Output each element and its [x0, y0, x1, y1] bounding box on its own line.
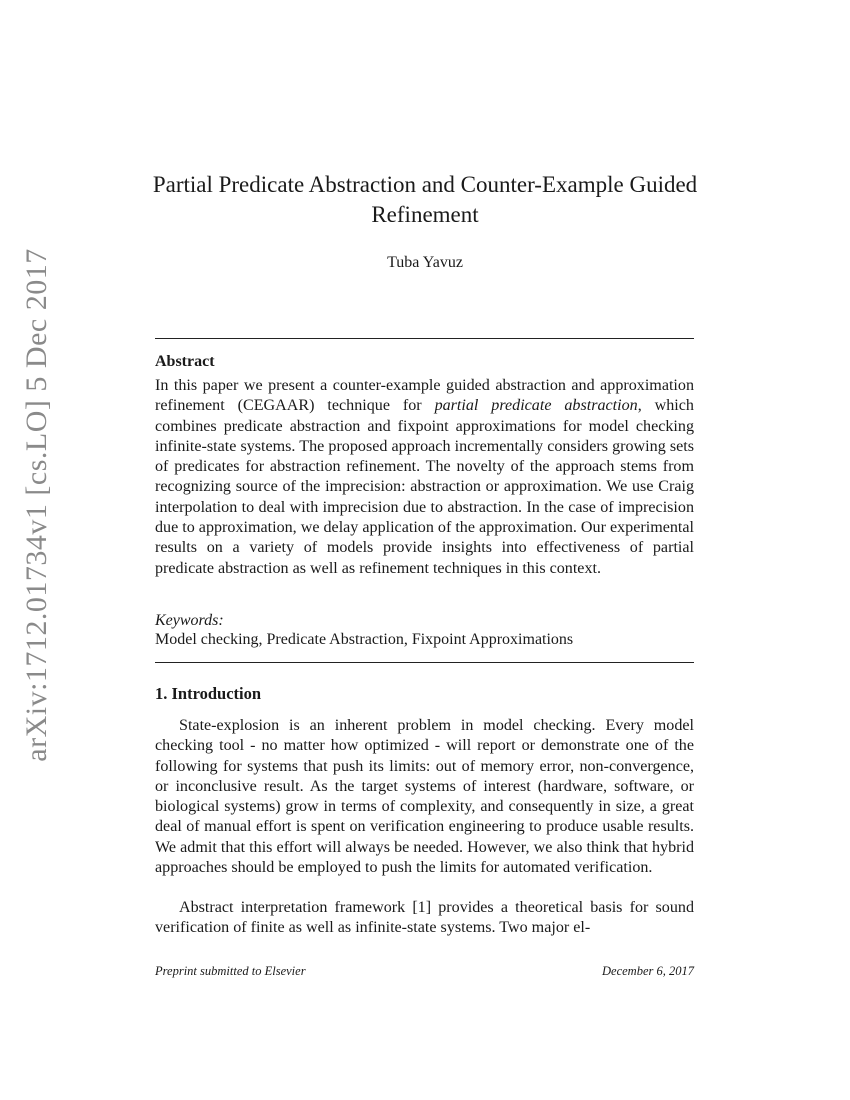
- section-heading-introduction: 1. Introduction: [155, 684, 262, 703]
- keywords-list: Model checking, Predicate Abstraction, Fixpoint Approximations: [155, 631, 574, 648]
- abstract-heading: Abstract: [155, 353, 215, 370]
- footer-date: December 6, 2017: [602, 964, 694, 978]
- introduction-paragraph-2: Abstract interpretation framework [1] provides a theoretical basis for sound verification of finite as well as infinite-state systems. Two major el-: [155, 899, 694, 937]
- abstract-body: [155, 376, 694, 579]
- introduction-paragraph-1: State-explosion is an inherent problem in model checking. Every model checking tool - no matter how optimized - will report or demonstrate one of the following for systems that push its limits: out of memory error, non-convergence, or inconclusive result. As the target systems of interest (hardware, software, or biological systems) grow in terms of complexity, and consequently in size, a great deal of manual effort is spent on verification engineering to produce usable results. We admit that this effort will always be needed. However, we also think that hybrid approaches should be employed to push the limits for automated verification.: [155, 717, 694, 877]
- arxiv-identifier-stamp: arXiv:1712.01734v1 [cs.LO] 5 Dec 2017: [20, 248, 53, 762]
- author-name: Tuba Yavuz: [387, 254, 463, 271]
- keywords-label: Keywords:: [155, 612, 224, 629]
- abstract-text-start: In this paper we present a counter-example guided abstraction and approximation refinement (CEGAAR) technique for: [155, 377, 694, 415]
- abstract-emphasis: partial predicate abstraction: [434, 397, 638, 415]
- footer-preprint-note: Preprint submitted to Elsevier: [155, 964, 306, 978]
- paper-title: Partial Predicate Abstraction and Counter-Example Guided Refinement: [152, 172, 698, 227]
- abstract-top-rule: [155, 338, 694, 339]
- abstract-bottom-rule: [155, 662, 694, 663]
- abstract-text-end: , which combines predicate abstraction and fixpoint approximations for model checking infinite-state systems. The proposed approach incrementally considers growing sets of predicates for abstraction refinement. The novelty of the approach stems from recognizing source of the imprecision: abstraction or approximation. We use Craig interpolation to deal with imprecision due to abstraction. In the case of imprecision due to approximation, we delay application of the approximation. Our experimental results on a variety of models provide insights into effectiveness of partial predicate abstraction as well as refinement techniques in this context.: [155, 397, 694, 577]
